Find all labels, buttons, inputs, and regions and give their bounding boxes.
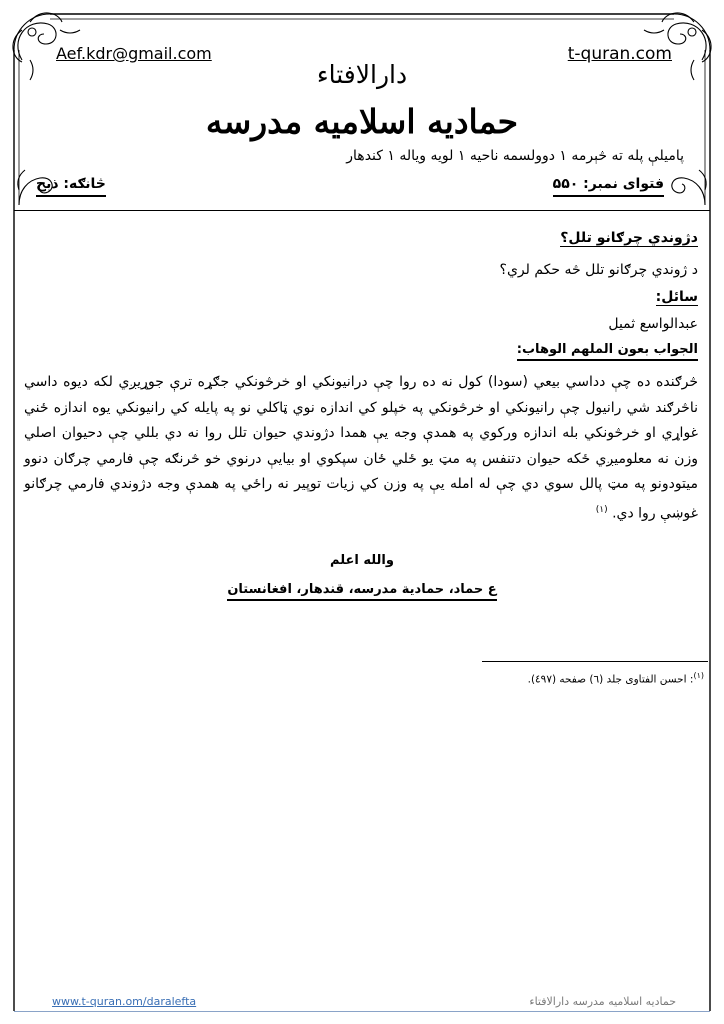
email-link[interactable]: Aef.kdr@gmail.com bbox=[56, 44, 212, 63]
footer-url-link[interactable]: www.t-quran.om/daralefta bbox=[52, 995, 197, 1008]
footer-divider bbox=[14, 1011, 710, 1012]
footnote-divider bbox=[482, 661, 708, 662]
header-divider bbox=[14, 210, 710, 211]
footnote-reference[interactable]: (۱) bbox=[595, 504, 608, 515]
closing-phrase: والله اعلم bbox=[330, 553, 394, 568]
address-line: پامیلې پله ته څېرمه ۱ دوولسمه ناحیه ۱ لویه ویاله ۱ کندهار bbox=[346, 148, 684, 164]
answer-body bbox=[24, 370, 698, 527]
footnote-text: : احسن الفتاوی جلد (٦) صفحه (٤٩٧). bbox=[527, 673, 694, 686]
footer-label: حمادیه اسلامیه مدرسه دارالافتاء bbox=[529, 995, 676, 1008]
corner-ornament-mid-right bbox=[672, 170, 706, 205]
answer-text: څرګنده ده چې دداسي بیعي (سودا) کول نه ده روا چې درانیونکي او خرڅونکي جګړه ترې جوړیږي لکه دیوه داسي ناڅرګند شي رانیول چې رانیونکي او خرڅونکي په خپلو کي اندازه نوي ټاکلي نو په پایله کي رانیونکي یوه اندازه ځني غواړي او خرڅونکي بله اندازه ورکوي په همدې وجه یې همدا دژوندي حیوان تلل روا نه دي بللي چې دحیوان اصلي وزن نه معلومیږي ځکه حیوان دتنفس په مټ یو ځلي ځان سپکوي او بیایې درنوي خو څرنګه چې فارمي چرګان دنوو میتودونو په مټ پالل سوي دي چې له امله یې په وزن کي زیات توپیر نه راځي په همدې وجه دژوندي فارمي چرګانو غوښې روا دي. bbox=[24, 374, 698, 522]
fatwa-number: فتوای نمبر: ۵۵۰ bbox=[553, 176, 664, 197]
signature-text: ع حماد، حمادیة مدرسه، قندهار، افغانستان bbox=[227, 582, 496, 601]
signature-block bbox=[0, 578, 724, 597]
institution-title: حمادیه اسلامیه مدرسه bbox=[205, 102, 519, 141]
asker-name: عبدالواسع ثمیل bbox=[608, 316, 698, 332]
question-heading: دژوندي چرګانو تلل؟ bbox=[560, 230, 698, 246]
website-link[interactable]: t-quran.com bbox=[567, 44, 672, 64]
answer-heading: الجواب بعون الملهم الوهاب: bbox=[517, 342, 698, 361]
footnote-marker: (۱) bbox=[693, 671, 704, 680]
topic-label: څانګه: ذبح bbox=[36, 176, 106, 197]
asker-label: سائل: bbox=[655, 289, 698, 305]
question-text: د ژوندي چرګانو تلل څه حکم لري؟ bbox=[499, 262, 698, 278]
institution-subtitle: دارالافتاء bbox=[316, 60, 408, 89]
footnote bbox=[528, 671, 704, 686]
